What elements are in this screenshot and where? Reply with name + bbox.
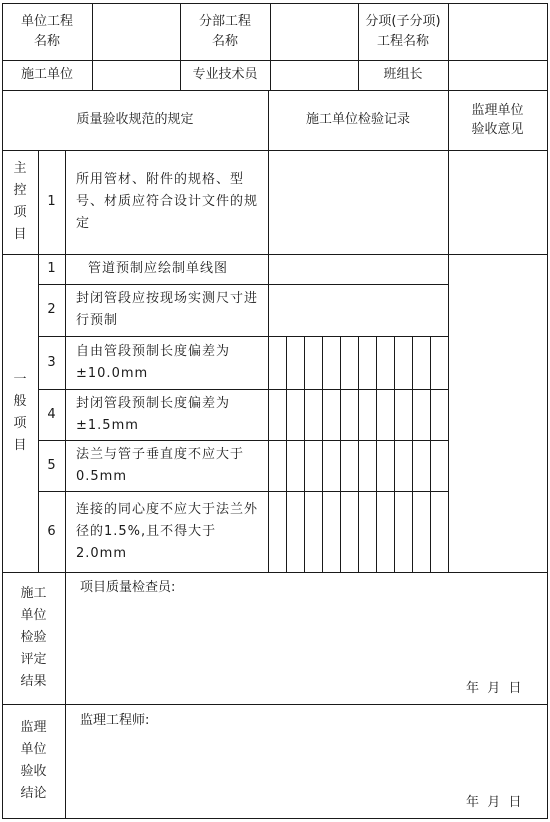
inspection-record-column-header: 施工单位检验记录: [305, 112, 410, 128]
rule: [286, 336, 287, 572]
item-number: 2: [47, 302, 56, 318]
label-line: 验收: [20, 764, 47, 779]
rule: [358, 336, 359, 572]
rule: [304, 336, 305, 572]
supervising-engineer-signature-label: 监理工程师:: [80, 713, 150, 729]
label-line: 施工: [20, 586, 47, 601]
spec-item-text: 封闭管段预制长度偏差为±1.5mm: [76, 395, 231, 433]
label-line: 名称: [211, 33, 238, 49]
rule: [448, 90, 449, 572]
rule: [376, 336, 377, 572]
label-line: 分项(子分项): [365, 14, 441, 29]
unit-project-name-label: [2, 3, 92, 60]
rule: [340, 336, 341, 572]
spec-item-text: 封闭管段应按现场实测尺寸进行预制: [76, 291, 259, 328]
item-number: 3: [47, 354, 56, 370]
rule: [268, 90, 269, 572]
label-line: 分部工程: [198, 14, 251, 29]
item-number: 1: [47, 194, 56, 210]
label-char: 一: [13, 372, 27, 387]
label-line: 监理: [20, 720, 47, 735]
spec-item-text: 管道预制应绘制单线图: [88, 261, 229, 277]
general-items-label: [2, 254, 38, 572]
main-control-label: [2, 150, 38, 254]
team-leader-label: 班组长: [383, 67, 423, 83]
label-line: 评定: [20, 652, 47, 667]
rule: [270, 3, 271, 90]
item-number: 6: [47, 523, 56, 539]
label-line: 结果: [20, 674, 47, 689]
label-line: 监理单位: [471, 102, 524, 118]
label-char: 项: [13, 205, 27, 220]
label-line: 验收意见: [471, 122, 524, 137]
supervision-opinion-column-header: [448, 90, 547, 150]
spec-item-text: 自由管段预制长度偏差为±10.0mm: [76, 343, 231, 381]
item-number: 1: [47, 261, 56, 277]
label-char: 项: [13, 416, 27, 431]
rule: [65, 150, 66, 572]
rule: [394, 336, 395, 572]
professional-technician-label: 专业技术员: [192, 67, 258, 83]
rule: [2, 572, 548, 573]
evaluation-date: 年 月 日: [466, 681, 522, 697]
supervision-conclusion-label: [2, 704, 65, 818]
sub-project-name-label: [180, 3, 270, 60]
rule: [2, 704, 548, 705]
label-char: 目: [13, 227, 27, 242]
quality-inspector-signature-label: 项目质量检查员:: [80, 580, 176, 596]
rule: [430, 336, 431, 572]
rule: [547, 3, 548, 819]
construction-unit-label: 施工单位: [20, 67, 73, 83]
item-number: 4: [47, 406, 56, 422]
label-char: 控: [13, 183, 27, 198]
label-char: 目: [13, 438, 27, 453]
label-char: 主: [13, 161, 27, 176]
rule: [412, 336, 413, 572]
label-line: 检验: [20, 630, 47, 645]
spec-item-text: 法兰与管子垂直度不应大于0.5mm: [76, 446, 245, 484]
label-line: 单位工程: [20, 14, 73, 29]
item-number: 5: [47, 457, 56, 473]
rule: [65, 572, 66, 818]
rule: [322, 336, 323, 572]
spec-item-text: 所用管材、附件的规格、型号、材质应符合设计文件的规定: [76, 172, 259, 231]
label-line: 名称: [33, 33, 60, 49]
label-line: 结论: [20, 786, 47, 801]
spec-item-text: 连接的同心度不应大于法兰外径的1.5%,且不得大于2.0mm: [76, 501, 259, 561]
conclusion-date: 年 月 日: [466, 795, 522, 811]
label-char: 般: [13, 394, 27, 409]
label-line: 单位: [20, 742, 47, 757]
rule: [92, 3, 93, 90]
spec-column-header: 质量验收规范的规定: [76, 112, 194, 128]
rule: [2, 818, 548, 819]
rule: [448, 3, 449, 90]
rule: [2, 254, 548, 255]
evaluation-result-label: [2, 572, 65, 704]
label-line: 单位: [20, 608, 47, 623]
item-project-name-label: [358, 3, 448, 60]
label-line: 工程名称: [376, 33, 429, 49]
